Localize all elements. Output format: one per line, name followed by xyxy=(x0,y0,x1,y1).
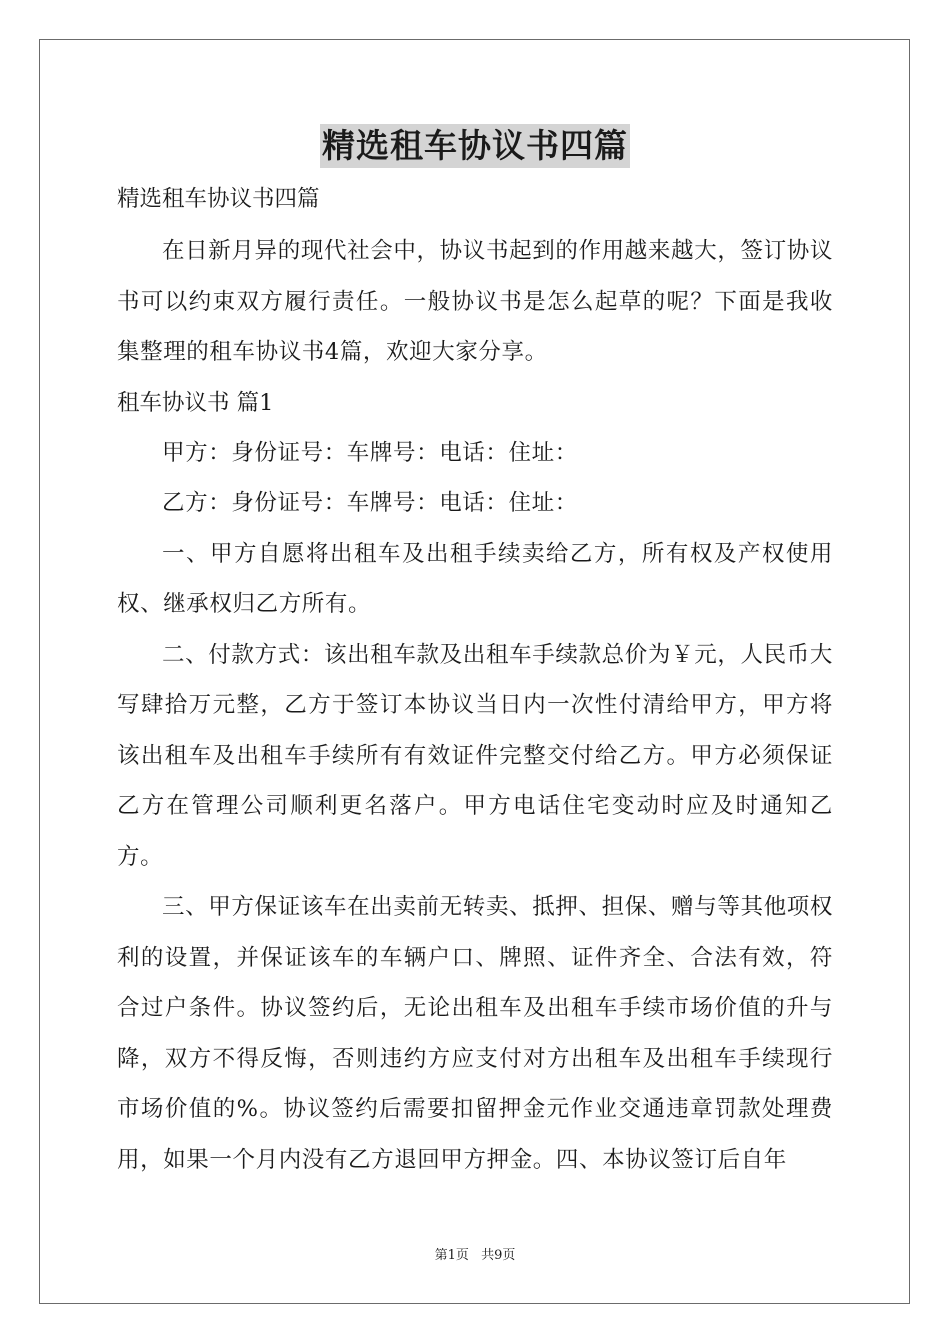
section-heading: 租车协议书 篇1 xyxy=(117,389,274,416)
intro-paragraph: 在日新月异的现代社会中，协议书起到的作用越来越大，签订协议书可以约束双方履行责任。一般协议书是怎么起草的呢？下面是我收集整理的租车协议书4篇，欢迎大家分享。 xyxy=(117,238,833,365)
document-body xyxy=(117,182,833,1185)
page-number-total: 共9页 xyxy=(481,1248,516,1263)
title-wrapper xyxy=(0,124,950,168)
clause-3-paragraph: 三、甲方保证该车在出卖前无转卖、抵押、担保、赠与等其他项权利的设置，并保证该车的车辆户口、牌照、证件齐全、合法有效，符合过户条件。协议签约后，无论出租车及出租车手续市场价值的升与降，双方不得反悔，否则违约方应支付对方出租车及出租车手续现行市场价值的%。协议签约后需要扣留押金元作业交通违章罚款处理费用，如果一个月内没有乙方退回甲方押金。四、本协议签订后自年 xyxy=(117,894,833,1173)
page-footer xyxy=(0,1247,950,1265)
page-number-current: 第1页 xyxy=(434,1248,469,1263)
party-b-line: 乙方：身份证号：车牌号：电话：住址： xyxy=(162,490,578,516)
subtitle-line: 精选租车协议书四篇 xyxy=(117,186,320,212)
clause-2-paragraph: 二、付款方式：该出租车款及出租车手续款总价为￥元，人民币大写肆拾万元整，乙方于签订本协议当日内一次性付清给甲方，甲方将该出租车及出租车手续所有有效证件完整交付给乙方。甲方必须保证乙方在管理公司顺利更名落户。甲方电话住宅变动时应及时通知乙方。 xyxy=(117,641,833,870)
document-title: 精选租车协议书四篇 xyxy=(320,124,630,168)
clause-1-paragraph: 一、甲方自愿将出租车及出租手续卖给乙方，所有权及产权使用权、继承权归乙方所有。 xyxy=(117,540,833,617)
party-a-line: 甲方：身份证号：车牌号：电话：住址： xyxy=(162,439,578,466)
